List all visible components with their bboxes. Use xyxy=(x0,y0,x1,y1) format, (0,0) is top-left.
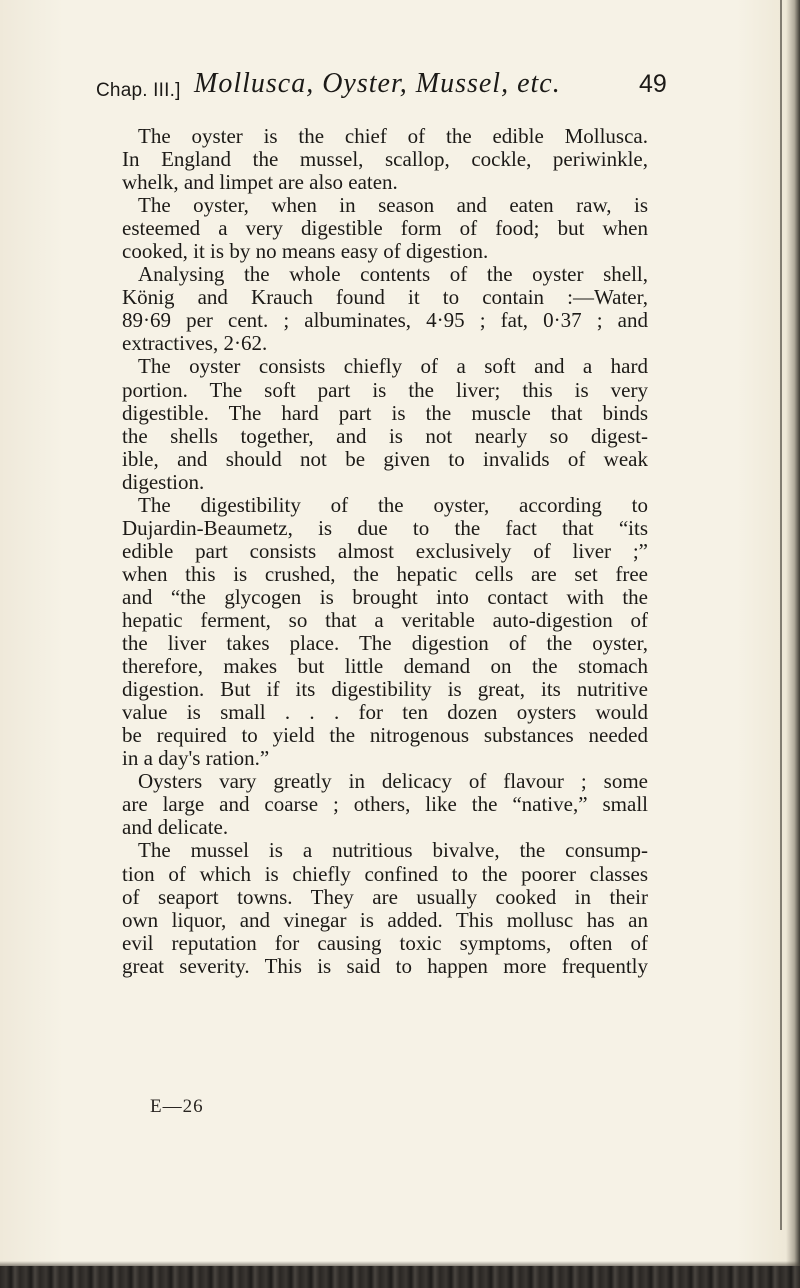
text-line: esteemed a very digestible form of food; but when xyxy=(122,216,648,241)
text-line: whelk, and limpet are also eaten. xyxy=(122,170,398,195)
text-line: evil reputation for causing toxic symptoms, often of xyxy=(122,930,648,955)
text-line: 89·69 per cent. ; albuminates, 4·95 ; fat, 0·37 ; and xyxy=(122,308,648,333)
text-line: and “the glycogen is brought into contact with the xyxy=(122,584,648,609)
running-header xyxy=(96,68,667,108)
text-line: The mussel is a nutritious bivalve, the consump- xyxy=(138,838,648,863)
text-line: own liquor, and vinegar is added. This mollusc has an xyxy=(122,907,648,932)
text-line: portion. The soft part is the liver; this is very xyxy=(122,377,648,402)
page-number: 49 xyxy=(639,70,667,98)
text-line: The oyster is the chief of the edible Mollusca. xyxy=(138,124,648,148)
text-line: the liver takes place. The digestion of the oyster, xyxy=(122,631,648,656)
text-line: cooked, it is by no means easy of digestion. xyxy=(122,239,489,264)
text-line: digestion. But if its digestibility is great, its nutritive xyxy=(122,677,648,702)
text-line: therefore, makes but little demand on the stomach xyxy=(122,654,648,679)
text-line: be required to yield the nitrogenous substances needed xyxy=(122,723,648,748)
chapter-label: Chap. III.] xyxy=(96,80,181,101)
text-line: great severity. This is said to happen more frequently xyxy=(122,953,648,978)
text-line: The oyster, when in season and eaten raw, is xyxy=(138,193,648,218)
text-line: Dujardin-Beaumetz, is due to the fact that “its xyxy=(122,515,648,540)
running-title: Mollusca, Oyster, Mussel, etc. xyxy=(194,68,561,99)
text-line: hepatic ferment, so that a veritable auto-digestion of xyxy=(122,607,648,632)
text-line: The digestibility of the oyster, according to xyxy=(138,492,648,517)
text-line: of seaport towns. They are usually cooked in their xyxy=(122,884,648,909)
text-line: and delicate. xyxy=(122,815,229,840)
text-line: ible, and should not be given to invalids of weak xyxy=(122,446,648,471)
text-line: extractives, 2·62. xyxy=(122,331,268,356)
text-line: are large and coarse ; others, like the “native,” small xyxy=(122,792,648,817)
signature-mark: E—26 xyxy=(150,1096,204,1117)
text-line: tion of which is chiefly confined to the poorer classes xyxy=(122,861,648,886)
page-edge-line xyxy=(780,0,782,1230)
text-line: digestible. The hard part is the muscle that binds xyxy=(122,400,648,425)
text-line: when this is crushed, the hepatic cells are set free xyxy=(122,561,648,586)
text-line: Analysing the whole contents of the oyster shell, xyxy=(138,262,648,287)
body-text xyxy=(122,125,648,978)
scan-strip xyxy=(0,1266,800,1288)
text-line: In England the mussel, scallop, cockle, periwinkle, xyxy=(122,147,648,172)
page-edge-shadow xyxy=(786,0,800,1288)
text-line: König and Krauch found it to contain :—Water, xyxy=(122,285,648,310)
text-line: in a day's ration.” xyxy=(122,746,270,771)
text-line: The oyster consists chiefly of a soft and a hard xyxy=(138,354,648,379)
text-line: digestion. xyxy=(122,469,205,494)
text-line: value is small . . . for ten dozen oysters would xyxy=(122,700,648,725)
text-line: edible part consists almost exclusively of liver ;” xyxy=(122,538,648,563)
text-line: Oysters vary greatly in delicacy of flavour ; some xyxy=(138,769,648,794)
text-line: the shells together, and is not nearly so digest- xyxy=(122,423,648,448)
